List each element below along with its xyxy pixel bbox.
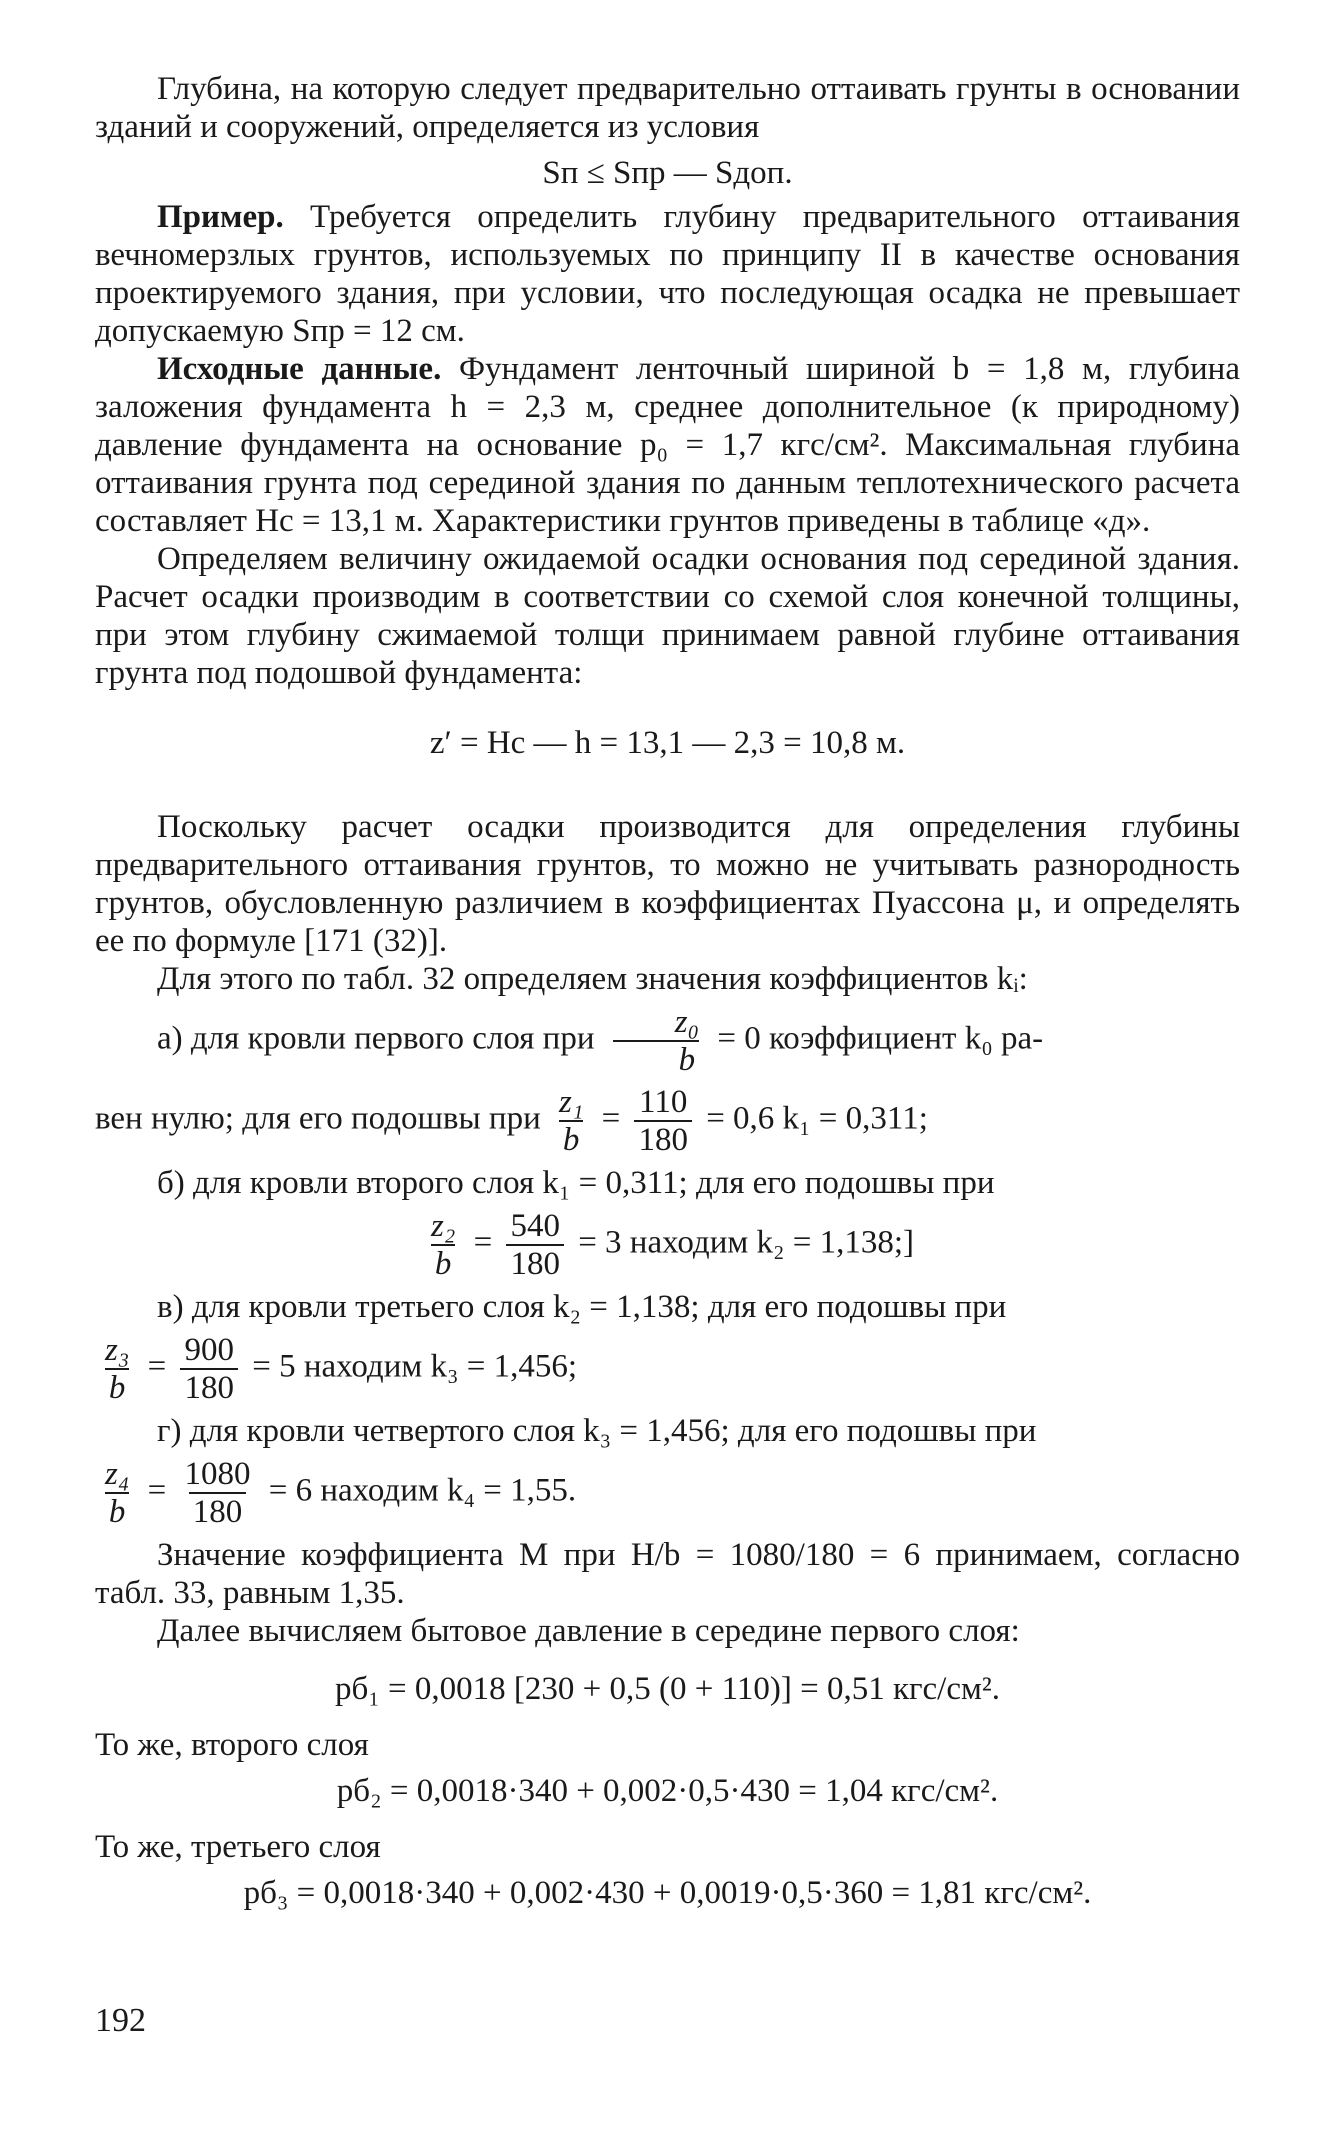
item-a-suffix: = 0 коэффициент k₀ ра- xyxy=(717,1020,1044,1057)
fraction-denominator: b xyxy=(559,1120,584,1158)
fraction-540-180 xyxy=(506,1208,564,1282)
item-v-suffix: = 5 находим k₃ = 1,456; xyxy=(252,1348,578,1385)
fraction-denominator: 180 xyxy=(634,1120,692,1158)
item-a-prefix: а) для кровли первого слоя при xyxy=(157,1020,595,1057)
formula-pb3: pб₃ = 0,0018·340 + 0,002·430 + 0,0019·0,5·360 = 1,81 кгс/см². xyxy=(243,1875,1092,1911)
paragraph-coefficient-m: Значение коэффициента M при H/b = 1080/180 = 6 принимаем, согласно табл. 33, равным 1,35. xyxy=(95,1537,1240,1611)
fraction-denominator: b xyxy=(105,1368,130,1406)
example-label: Пример. xyxy=(157,199,284,235)
fraction-denominator: b xyxy=(105,1492,130,1530)
fraction-numerator: 110 xyxy=(639,1084,688,1120)
paragraph-input-data xyxy=(95,350,1240,540)
page-number: 192 xyxy=(95,2002,146,2039)
fraction-denominator: 180 xyxy=(180,1368,238,1406)
fraction-z2-b xyxy=(427,1208,459,1282)
item-b-suffix: = 3 находим k₂ = 1,138;] xyxy=(578,1224,915,1261)
fraction-numerator: 1080 xyxy=(184,1456,251,1492)
fraction-numerator: z₁ xyxy=(558,1084,584,1120)
example-text: Требуется определить глубину предварительного оттаивания вечномерзлых грунтов, используемых по принципу II в качестве основания проектируемого здания, при условии, что последующая осадка не превышает допускаемую Sпр = 12 см. xyxy=(95,199,1240,349)
input-data-label: Исходные данные. xyxy=(157,351,442,387)
fraction-denominator: b xyxy=(613,1040,700,1078)
fraction-numerator: z₂ xyxy=(430,1208,456,1244)
paragraph-settlement: Определяем величину ожидаемой осадки основания под серединой здания. Расчет осадки производим в соответствии со схемой слоя конечной толщины, при этом глубину сжимаемой толщи принимаем равной глубине оттаивания грунта под подошвой фундамента: xyxy=(95,541,1240,691)
paragraph-second-layer: То же, второго слоя xyxy=(95,1727,369,1763)
paragraph-example xyxy=(95,198,1240,350)
formula-pb1: pб₁ = 0,0018 [230 + 0,5 (0 + 110)] = 0,51 кгс/см². xyxy=(334,1671,1001,1707)
paragraph-poisson: Поскольку расчет осадки производится для определения глубины предварительного оттаивания грунтов, то можно не учитывать разнородность грунтов, обусловленную различием в коэффициентах Пуассона μ, и определять ее по формуле [171 (32)]. xyxy=(95,809,1240,959)
fraction-110-180 xyxy=(634,1084,692,1158)
fraction-denominator: b xyxy=(431,1244,456,1282)
fraction-900-180 xyxy=(180,1332,238,1406)
fraction-denominator: 180 xyxy=(506,1244,564,1282)
item-v-formula: $\frac{\text{z₃}}{b}$ = $\frac{900}{180}$ = 5 находим k₃ = 1,456; xyxy=(95,1332,1240,1406)
paragraph-pressure: Далее вычисляем бытовое давление в середине первого слоя: xyxy=(157,1613,1020,1649)
fraction-numerator: z₀ xyxy=(674,1004,700,1040)
item-g-suffix: = 6 находим k₄ = 1,55. xyxy=(268,1472,577,1509)
item-g-line1: г) для кровли четвертого слоя k₃ = 1,456; для его подошвы при xyxy=(157,1413,1037,1449)
formula-depth: z′ = Hс — h = 13,1 — 2,3 = 10,8 м. xyxy=(429,725,906,761)
fraction-z0-b xyxy=(609,1004,703,1078)
fraction-z4-b xyxy=(101,1456,133,1530)
formula-pb2: pб₂ = 0,0018·340 + 0,002·0,5·430 = 1,04 кгс/см². xyxy=(336,1773,999,1809)
paragraph-coefficients: Для этого по табл. 32 определяем значения коэффициентов kᵢ: xyxy=(157,961,1028,997)
item-a-line1 xyxy=(95,1004,1240,1078)
fraction-z3-b xyxy=(101,1332,133,1406)
item-b-line1: б) для кровли второго слоя k₁ = 0,311; для его подошвы при xyxy=(157,1165,995,1201)
page-body xyxy=(95,70,1240,1918)
fraction-1080-180 xyxy=(180,1456,254,1530)
fraction-numerator: z₄ xyxy=(105,1456,130,1492)
fraction-numerator: z₃ xyxy=(105,1332,130,1368)
formula-condition: Sп ≤ Sпр — Sдоп. xyxy=(542,155,793,191)
item-g-formula: $\frac{\text{z₄}}{b}$ = $\frac{1080}{180}$ = 6 находим k₄ = 1,55. xyxy=(95,1456,1240,1530)
item-v-line1: в) для кровли третьего слоя k₂ = 1,138; для его подошвы при xyxy=(157,1289,1007,1325)
item-b-formula: $\frac{\text{z₂}}{b}$ = $\frac{540}{180}$ = 3 находим k₂ = 1,138;] xyxy=(95,1208,1240,1282)
fraction-numerator: 540 xyxy=(510,1208,560,1244)
paragraph-intro: Глубина, на которую следует предварительно оттаивать грунты в основании зданий и сооружений, определяется из условия xyxy=(95,71,1240,145)
fraction-denominator: 180 xyxy=(189,1492,247,1530)
item-a2-prefix: вен нулю; для его подошвы при xyxy=(95,1100,541,1137)
input-data-text: Фундамент ленточный шириной b = 1,8 м, глубина заложения фундамента h = 2,3 м, среднее дополнительное (к природному) давление фундамента на основание p₀ = 1,7 кгс/см². Максимальная глубина оттаивания грунта под серединой здания по данным теплотехнического расчета составляет Hс = 13,1 м. Характеристики грунтов приведены в таблице «д». xyxy=(95,351,1240,539)
item-a-line2: вен нулю; для его подошвы при $\frac{\text{z₁}}{b}$ = $\frac{110}{180}$ = 0,6 k₁ = 0,311; xyxy=(95,1084,928,1158)
paragraph-third-layer: То же, третьего слоя xyxy=(95,1829,381,1865)
fraction-z1-b xyxy=(555,1084,587,1158)
fraction-numerator: 900 xyxy=(184,1332,234,1368)
item-a2-suffix: = 0,6 k₁ = 0,311; xyxy=(706,1100,928,1137)
